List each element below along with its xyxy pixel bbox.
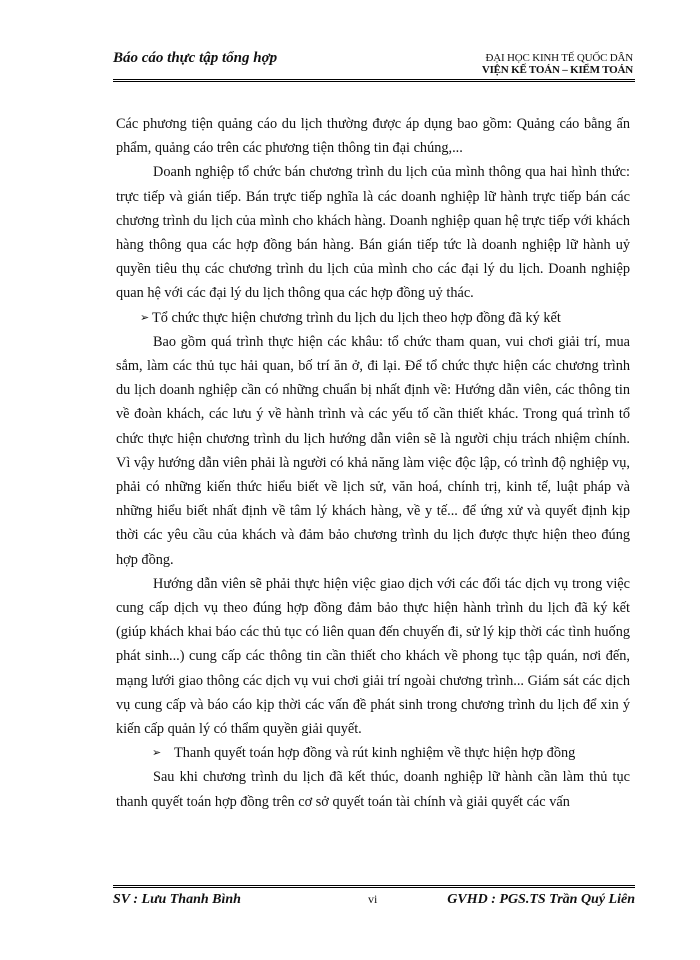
- paragraph-3: Bao gồm quá trình thực hiện các khâu: tổ chức tham quan, vui chơi giải trí, mua sắm, làm các thủ tục hải quan, bố trí ăn ở, đi lại. Để tổ chức thực hiện các chương trình du lịch doanh nghiệp cần có những chuẩn bị nhất định về: Hướng dẫn viên, các thông tin về đoàn khách, các lưu ý về hành trình và các yếu tố cần thiết khác. Trong quá trình tổ chức thực hiện chương trình du lịch hướng dẫn viên sẽ là người chịu trách nhiệm chính. Vì vậy hướng dẫn viên phải là người có khả năng làm việc độc lập, có trình độ nghiệp vụ, phải có những kiến thức hiểu biết về lịch sử, văn hoá, chính trị, kinh tế, luật pháp và những hiểu biết nhất định về tâm lý khách hàng, về y tế... để ứng xử và quyết định kịp thời các yêu cầu của khách và đảm bảo chương trình du lịch được thực hiện theo đúng hợp đồng.: [116, 333, 630, 568]
- advisor-name: GVHD : PGS.TS Trần Quý Liên: [447, 892, 635, 907]
- student-name: SV : Lưu Thanh Bình: [113, 892, 241, 907]
- institution-block: [482, 52, 633, 76]
- document-body: [116, 112, 630, 814]
- arrow-bullet-icon: ➢: [152, 747, 162, 760]
- bullet-item-2-text: Thanh quyết toán hợp đồng và rút kinh nghiệm về thực hiện hợp đồng: [174, 745, 576, 762]
- university-name: ĐẠI HỌC KINH TẾ QUỐC DÂN: [485, 52, 633, 64]
- arrow-bullet-icon: ➢: [140, 311, 150, 324]
- footer-rule: [113, 885, 635, 888]
- bullet-item-1: [116, 306, 630, 330]
- paragraph-1: Các phương tiện quảng cáo du lịch thường được áp dụng bao gồm: Quảng cáo bằng ấn phẩm, quảng cáo trên các phương tiện thông tin đại chúng,...: [116, 116, 630, 157]
- report-title: Báo cáo thực tập tổng hợp: [113, 50, 278, 66]
- bullet-item-2: [116, 741, 630, 765]
- bullet-item-1-text: Tổ chức thực hiện chương trình du lịch du lịch theo hợp đồng đã ký kết: [152, 309, 561, 326]
- institute-name: VIỆN KẾ TOÁN – KIỂM TOÁN: [481, 64, 633, 76]
- page-number: vi: [368, 892, 378, 906]
- page-header: [113, 50, 633, 80]
- header-rule: [113, 79, 635, 82]
- paragraph-5: Sau khi chương trình du lịch đã kết thúc, doanh nghiệp lữ hành cần làm thủ tục thanh quyết toán hợp đồng trên cơ sở quyết toán tài chính và giải quyết các vấn: [116, 769, 630, 810]
- paragraph-4: Hướng dẫn viên sẽ phải thực hiện việc giao dịch với các đối tác dịch vụ trong việc cung cấp dịch vụ theo đúng hợp đồng đảm bảo thực hiện hành trình du lịch đã ký kết (giúp khách khai báo các thủ tục có liên quan đến chuyến đi, sử lý kịp thời các tình huống phát sinh...) cung cấp các thông tin cần thiết cho khách về phong tục tập quán, nơi đến, mạng lưới giao thông các dịch vụ vui chơi giải trí ngoài chương trình... Giám sát các dịch vụ cung cấp và báo cáo kịp thời các vấn đề phát sinh trong chương trình du lịch để xin ý kiến cấp quản lý có thẩm quyền giải quyết.: [116, 575, 630, 738]
- paragraph-2: Doanh nghiệp tổ chức bán chương trình du lịch của mình thông qua hai hình thức: trực tiếp và gián tiếp. Bán trực tiếp nghĩa là các doanh nghiệp lữ hành trực tiếp bán các chương trình du lịch của mình cho khách hàng. Doanh nghiệp quan hệ trực tiếp với khách hàng thông qua các hợp đồng bán hàng. Bán gián tiếp tức là doanh nghiệp lữ hành uỷ quyền tiêu thụ các chương trình du lịch của mình cho các đại lý du lịch. Doanh nghiệp quan hệ với các đại lý du lịch thông qua các hợp đồng uỷ thác.: [116, 164, 630, 302]
